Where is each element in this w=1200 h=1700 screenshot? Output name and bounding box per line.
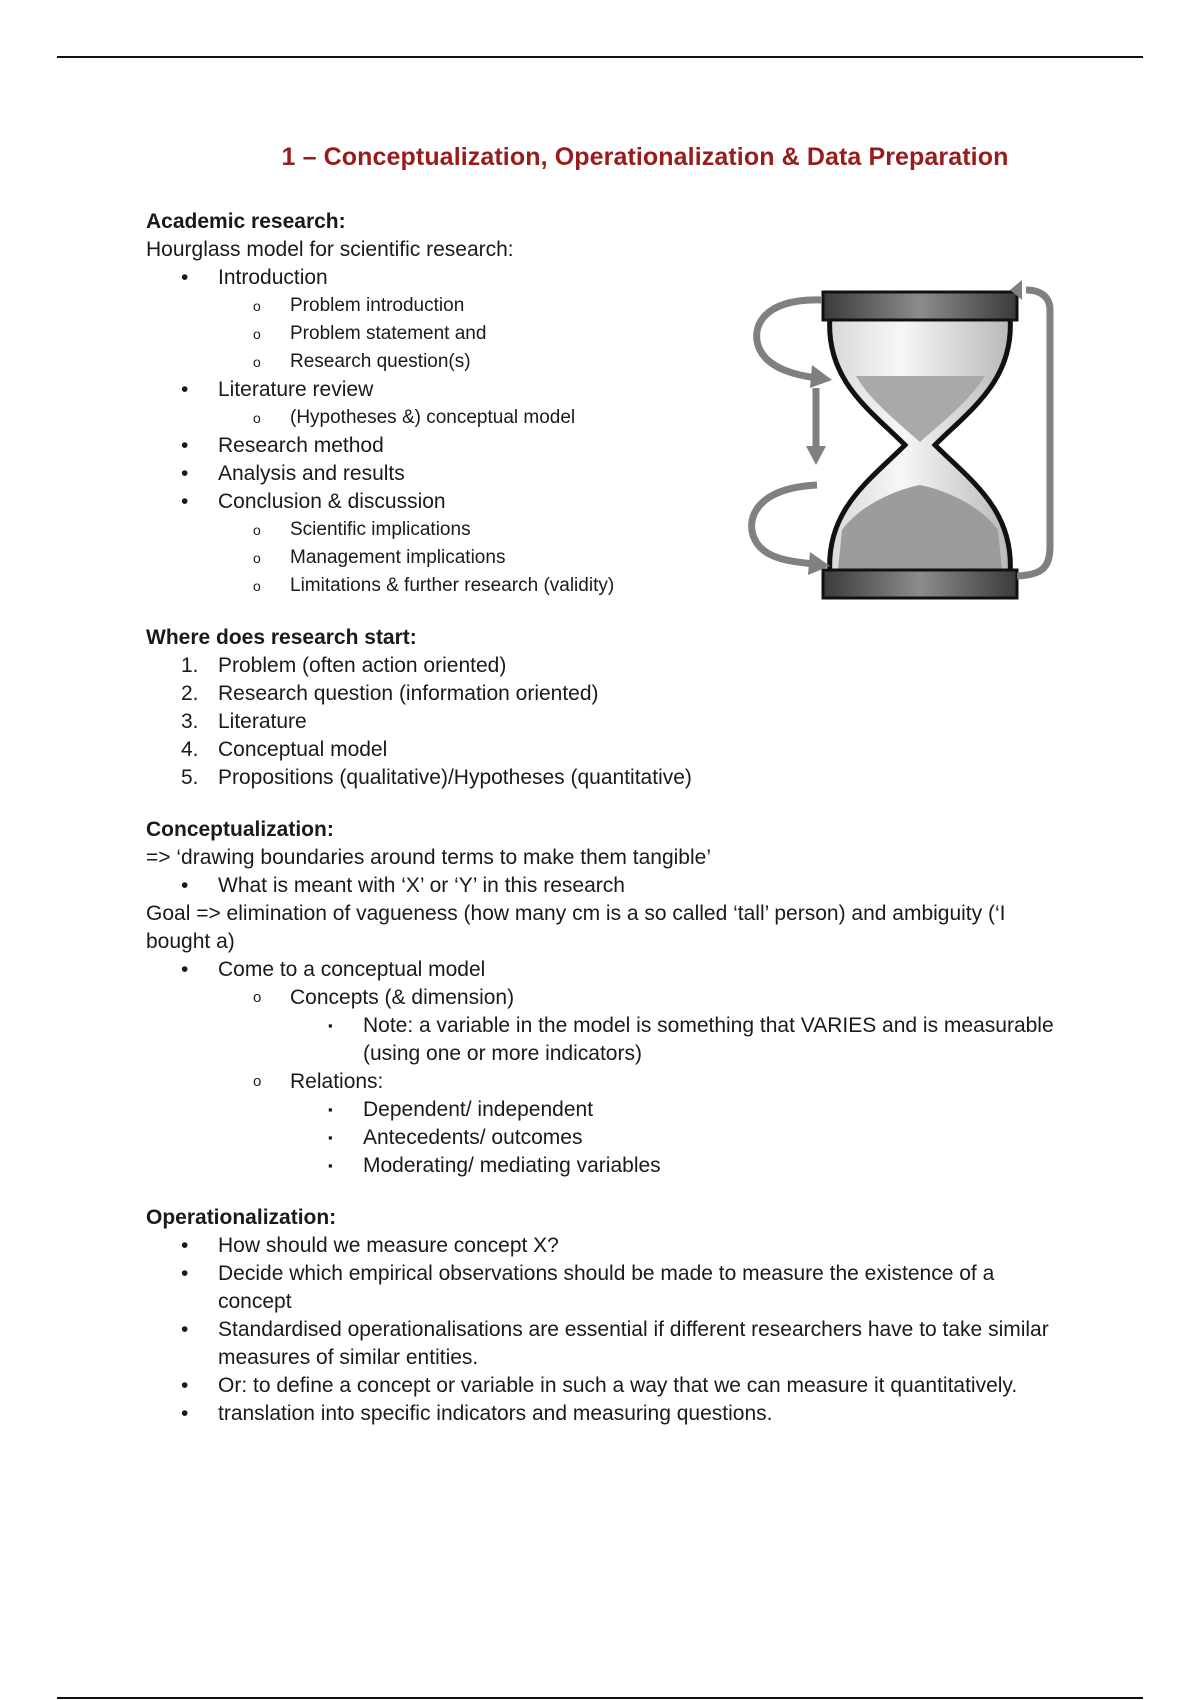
list-item: o (Hypotheses &) conceptual model xyxy=(253,407,576,428)
concept-goal: Goal => elimination of vagueness (how many cm is a so called ‘tall’ person) and ambiguity (‘I bought a) xyxy=(146,902,1006,953)
list-item: ▪ Note: a variable in the model is something that VARIES and is measurable (using one or more indicators) xyxy=(328,1014,1054,1065)
concept-line: => ‘drawing boundaries around terms to make them tangible’ xyxy=(146,846,711,869)
list-item: • Come to a conceptual model xyxy=(181,958,486,981)
list-item: ▪ Antecedents/ outcomes xyxy=(328,1126,583,1149)
list-item: o Research question(s) xyxy=(253,351,471,372)
list-item: • Introduction xyxy=(181,266,328,289)
bottom-rule xyxy=(57,1697,1143,1699)
list-item: • translation into specific indicators and measuring questions. xyxy=(181,1402,773,1425)
list-item: • Analysis and results xyxy=(181,462,405,485)
list-item: • Literature review xyxy=(181,378,374,401)
start-list xyxy=(146,652,1066,792)
list-item: 5. Propositions (qualitative)/Hypotheses (quantitative) xyxy=(181,766,692,789)
list-item: • Decide which empirical observations should be made to measure the existence of a concept xyxy=(181,1262,995,1313)
list-item: o Scientific implications xyxy=(253,519,471,540)
document-body xyxy=(146,208,1066,1428)
page-title: 1 – Conceptualization, Operationalization & Data Preparation xyxy=(281,143,1009,171)
oper-heading: Operationalization: xyxy=(146,1206,337,1229)
list-item: • Or: to define a concept or variable in such a way that we can measure it quantitatively. xyxy=(181,1374,1018,1397)
hourglass-list xyxy=(146,264,1066,600)
list-item: o Problem statement and xyxy=(253,323,487,344)
list-item: 2. Research question (information oriented) xyxy=(181,682,599,705)
list-item: o Relations: xyxy=(253,1070,384,1093)
list-item: ▪ Dependent/ independent xyxy=(328,1098,594,1121)
list-item: • Standardised operationalisations are essential if different researchers have to take similar measures of similar entities. xyxy=(181,1318,1049,1369)
list-item: o Problem introduction xyxy=(253,295,465,316)
list-item: o Management implications xyxy=(253,547,506,568)
list-item: • What is meant with ‘X’ or ‘Y’ in this research xyxy=(181,874,625,897)
list-item: • Research method xyxy=(181,434,384,457)
list-item: • How should we measure concept X? xyxy=(181,1234,559,1257)
list-item: 3. Literature xyxy=(181,710,307,733)
list-item: 1. Problem (often action oriented) xyxy=(181,654,507,677)
list-item: ▪ Moderating/ mediating variables xyxy=(328,1154,661,1177)
top-rule xyxy=(57,56,1143,58)
list-item: 4. Conceptual model xyxy=(181,738,388,761)
concept-list-2 xyxy=(146,956,1066,1180)
academic-heading: Academic research: xyxy=(146,210,346,233)
list-item: o Limitations & further research (validity) xyxy=(253,575,615,596)
academic-intro: Hourglass model for scientific research: xyxy=(146,238,514,261)
list-item: • Conclusion & discussion xyxy=(181,490,446,513)
concept-heading: Conceptualization: xyxy=(146,818,334,841)
list-item: o Concepts (& dimension) xyxy=(253,986,515,1009)
start-heading: Where does research start: xyxy=(146,626,417,649)
oper-list xyxy=(146,1232,1066,1428)
concept-list-1 xyxy=(146,872,1066,900)
